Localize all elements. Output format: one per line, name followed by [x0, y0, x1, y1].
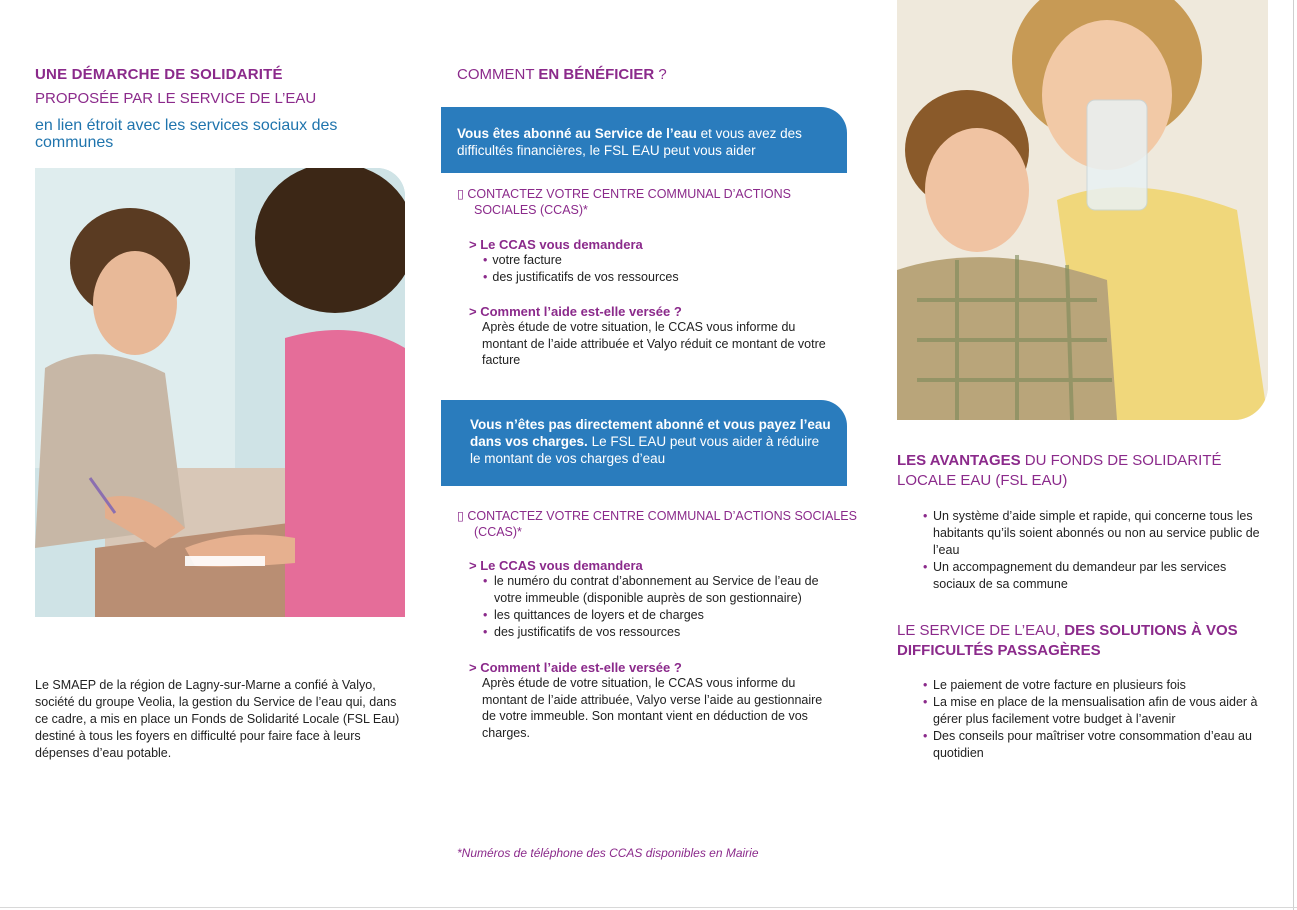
- contact1-line1: ▯ CONTACTEZ VOTRE CENTRE COMMUNAL D’ACTIONS: [457, 187, 791, 201]
- ask2-title: > Le CCAS vous demandera: [469, 558, 643, 573]
- left-subheading: PROPOSÉE PAR LE SERVICE DE L’EAU: [35, 90, 317, 107]
- page-bottom-edge: [0, 907, 1297, 908]
- payment-how-1: [469, 304, 834, 369]
- title-bold: EN BÉNÉFICIER: [538, 66, 655, 83]
- list-item: • des justificatifs de vos ressources: [483, 625, 681, 639]
- section-title-how: [457, 66, 667, 83]
- left-blue-heading: en lien étroit avec les services sociaux des communes: [35, 117, 338, 151]
- photo-illustration: [35, 168, 405, 617]
- contact2-line1: ▯ CONTACTEZ VOTRE CENTRE COMMUNAL D’ACTIONS SOCIALES: [457, 509, 857, 523]
- list-item: • Le paiement de votre facture en plusieurs fois: [923, 678, 1186, 692]
- how1-title: > Comment l’aide est-elle versée ?: [469, 304, 682, 319]
- sol-bold: DES SOLUTIONS À VOS DIFFICULTÉS PASSAGÈRES: [897, 622, 1238, 659]
- photo-women-signing: [35, 168, 405, 617]
- contact2-line2: (CCAS)*: [474, 525, 522, 539]
- list-item: • votre facture: [483, 253, 562, 267]
- how1-text: Après étude de votre situation, le CCAS vous informe du montant de l’aide attribuée et Valyo réduit ce montant de votre facture: [482, 320, 826, 367]
- ask1-title: > Le CCAS vous demandera: [469, 237, 643, 252]
- banner2-bold: Vous n’êtes pas directement abonné et vous payez l’eau dans vos charges.: [470, 417, 831, 449]
- banner1-rest: et vous avez des difficultés financières, le FSL EAU peut vous aider: [457, 126, 802, 158]
- sol-plain: LE SERVICE DE L’EAU,: [897, 622, 1065, 639]
- list-item: • Un système d’aide simple et rapide, qui concerne tous les habitants qu’ils soient abonnés ou non au service public de l’eau: [923, 509, 1260, 557]
- adv-rest: DU FONDS DE SOLIDARITÉ LOCALE EAU (FSL EAU): [897, 452, 1222, 489]
- banner1-bold: Vous êtes abonné au Service de l’eau: [457, 126, 697, 141]
- banner2-rest: Le FSL EAU peut vous aider à réduire le montant de vos charges d’eau: [470, 434, 820, 466]
- title-plain: COMMENT: [457, 66, 539, 83]
- photo-mother-child-water: [897, 0, 1268, 420]
- ask1-list: [469, 252, 839, 286]
- list-item: • le numéro du contrat d’abonnement au Service de l’eau de votre immeuble (disponible auprès de son gestionnaire): [483, 574, 819, 605]
- how2-title: > Comment l’aide est-elle versée ?: [469, 660, 682, 675]
- contact1-line2: SOCIALES (CCAS)*: [474, 203, 588, 217]
- footnote: *Numéros de téléphone des CCAS disponibles en Mairie: [457, 846, 759, 860]
- page-edge: [1293, 0, 1294, 910]
- banner-case-tenant: [441, 400, 847, 486]
- list-item: • les quittances de loyers et de charges: [483, 608, 704, 622]
- banner-case-subscriber: [441, 107, 847, 173]
- left-heading: UNE DÉMARCHE DE SOLIDARITÉ: [35, 66, 283, 83]
- advantages-list: [923, 508, 1268, 593]
- intro-paragraph: Le SMAEP de la région de Lagny-sur-Marne a confié à Valyo, société du groupe Veolia, la gestion du Service de l’eau qui, dans ce cadre, a mis en place un Fonds de Solidarité Locale (FSL Eau) destiné à tous les foyers en difficulté pour faire face à leurs dépenses d’eau potable.: [35, 678, 400, 760]
- ask2-list: [469, 573, 839, 641]
- solutions-heading: [897, 621, 1267, 661]
- list-item: • La mise en place de la mensualisation afin de vous aider à gérer plus facilement votre budget à l’avenir: [923, 695, 1258, 726]
- list-item: • des justificatifs de vos ressources: [483, 270, 679, 284]
- contact-ccas-2: [457, 508, 857, 540]
- ccas-request-1: [469, 237, 839, 286]
- advantages-heading: [897, 451, 1257, 491]
- adv-bold: LES AVANTAGES: [897, 452, 1021, 469]
- ccas-request-2: [469, 558, 839, 641]
- solutions-list: [923, 677, 1268, 762]
- title-end: ?: [654, 66, 667, 83]
- payment-how-2: [469, 660, 834, 741]
- photo-illustration: [897, 0, 1268, 420]
- contact-ccas-1: [457, 186, 791, 218]
- list-item: • Des conseils pour maîtriser votre consommation d’eau au quotidien: [923, 729, 1252, 760]
- list-item: • Un accompagnement du demandeur par les services sociaux de sa commune: [923, 560, 1227, 591]
- how2-text: Après étude de votre situation, le CCAS vous informe du montant de l’aide attribuée, Valyo verse l’aide au gestionnaire de votre immeuble. Son montant vient en déduction de vos charges.: [482, 676, 823, 740]
